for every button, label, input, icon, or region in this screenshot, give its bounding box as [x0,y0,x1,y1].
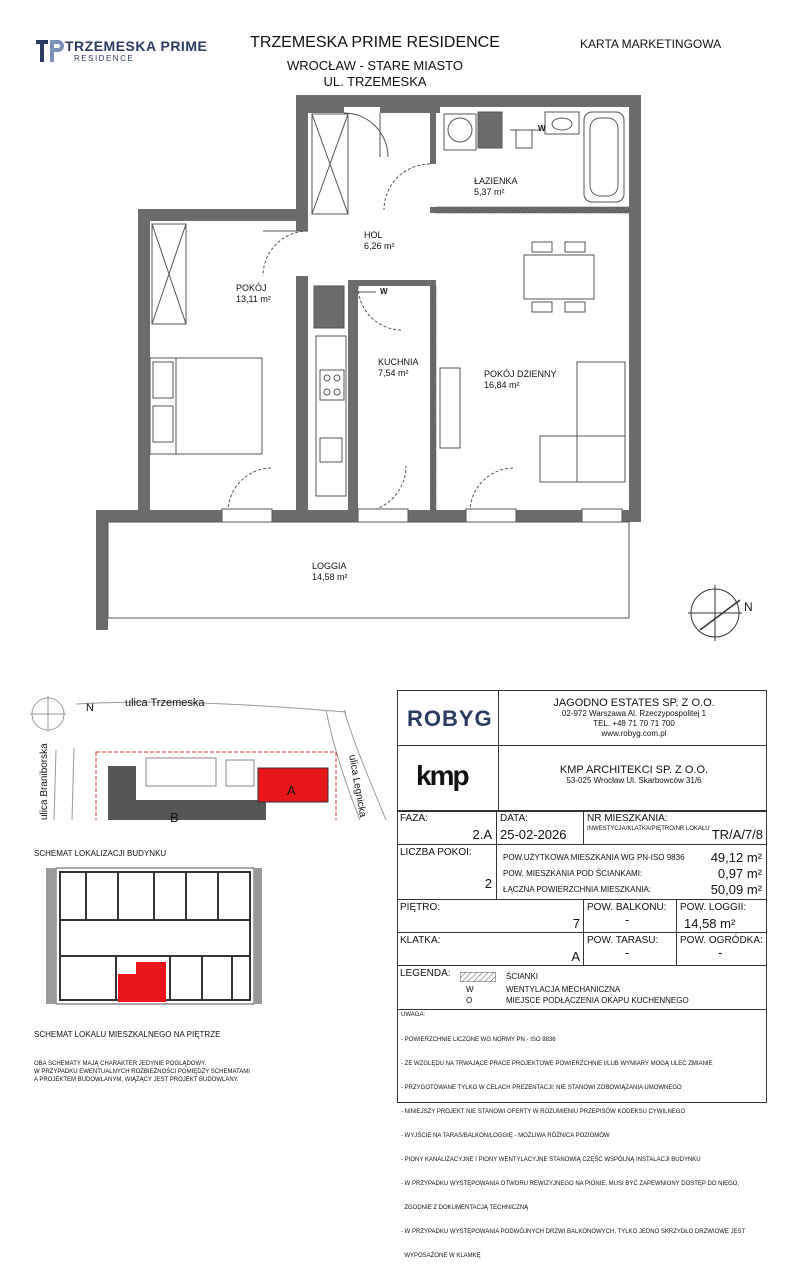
klatka-label: KLATKA: [400,935,441,946]
room-loggia: LOGGIA 14,58 m² [312,561,348,582]
pietro-label: PIĘTRO: [400,902,441,913]
nr-sublabel: INWESTYCJA/KLATKA/PIĘTRO/NR LOKALU [587,826,710,832]
developer-info: JAGODNO ESTATES SP. Z O.O. 02-972 Warszawa Al. Rzeczypospolitej 1 TEL. +48 71 70 71 700 www.robyg.com.pl [553,697,715,738]
north-mark: N [744,600,753,614]
loggia-value: 14,58 m² [684,916,736,931]
card-type: KARTA MARKETINGOWA [580,37,722,51]
pow-laczna-value: 50,09 m² [710,882,762,897]
pokoje-value: 2 [484,876,492,891]
north-mark-small: N [86,702,94,714]
faza-label: FAZA: [400,813,428,824]
loggia-label: POW. LOGGII: [680,902,747,913]
pow-skosy-value: 0,97 m² [717,866,762,881]
room-hall: HOL 6,26 m² [364,230,395,251]
hatch-swatch-icon [460,972,496,982]
room-bathroom: ŁAZIENKA 5,37 m² [474,176,518,197]
location-caption: SCHEMAT LOKALIZACJI BUDYNKU [34,849,167,858]
location-schema [26,690,394,820]
klatka-value: A [571,949,580,964]
legend-label: LEGENDA: [400,968,451,979]
street-right: ulica Legnicka [346,753,368,819]
nr-value: TR/A/7/8 [711,827,763,842]
city: WROCŁAW - STARE MIASTO [287,58,463,73]
logo-title: TRZEMESKA PRIME [65,38,208,54]
floor-caption: SCHEMAT LOKALU MIESZKALNEGO NA PIĘTRZE [34,1030,221,1039]
developer-logo: ROBYG [407,706,493,731]
ventilation-mark: W [380,287,388,296]
notes-title: UWAGA: [401,1012,426,1018]
notes-list: - POWIERZCHNIE LICZONE WG NORMY PN - ISO 9836 - ZE WZGLĘDU NA TRWAJĄCE PRACE PROJEKTOWE POWIERZCHNIE I/LUB WYMIARY MOGĄ ULEC ZMIANIE - PRZYGOTOWANE TYLKO W CELACH PREZENTACJI: NIE STANOWI ZOBOWIĄZANIA UMOWNEGO - NINIEJSZY PROJEKT NIE STANOWI OFERTY W ROZUMIENIU PRZEPISÓW KODEKSU CYWILNEGO - WYJŚCIE NA TARAS/BALKON/LOGGIĘ - MOŻLIWA RÓŻNICA POZIOMÓW - PIONY KANALIZACYJNE I PIONY WENTYLACYJNE STANOWIĄ CZĘŚĆ WSPÓLNĄ INSTALACJI BUDYNKU - W PRZYPADKU WYSTĘPOWANIA OTWORU REWIZYJNEGO NA PIONIE, MUSI BYĆ ZAPEWNIONY DOSTĘP DO NIEGO, ZGODNIE Z DOKUMENTACJĄ TECHNICZNĄ - W PRZYPADKU WYSTĘPOWANIA PODWÓJNYCH DRZWI BALKONOWYCH, TYLKO JEDNO SKRZYDŁO DRZWIOWE JEST WYPOSAŻONE W KLAMKĘ [401,1037,746,1259]
street-left: ulica Braniborska [39,743,50,820]
pokoje-label: LICZBA POKOI: [400,847,472,858]
legend-item-ventilation: WENTYLACJA MECHANICZNA [506,985,621,994]
taras-label: POW. TARASU: [587,935,659,946]
room-living: POKÓJ DZIENNY 16,84 m² [484,369,557,390]
balkon-label: POW. BALKONU: [587,902,667,913]
taras-value: - [625,945,630,960]
legend-item-hood: MIEJSCE PODŁĄCZENIA OKAPU KUCHENNEGO [506,996,689,1005]
ventilation-mark: W [538,124,546,133]
room-bedroom: POKÓJ 13,11 m² [236,283,271,304]
pow-uzytkowa-label: POW.UŻYTKOWA MIESZKANIA WG PN-ISO 9836 [503,853,685,862]
balkon-value: - [625,912,630,927]
pow-laczna-label: ŁĄCZNA POWIERZCHNIA MIESZKANIA: [503,885,652,894]
ogrodek-label: POW. OGRÓDKA: [680,935,763,946]
page-title: TRZEMESKA PRIME RESIDENCE [250,34,500,51]
compass-icon [688,585,742,641]
legend-item-walls: ŚCIANKI [506,972,539,981]
room-kitchen: KUCHNIA 7,54 m² [378,357,419,378]
street-top: ulica Trzemeska [125,697,205,709]
building-b: B [170,810,179,825]
street: UL. TRZEMESKA [323,74,427,89]
pow-uzytkowa-value: 49,12 m² [710,850,762,865]
ogrodek-value: - [718,945,723,960]
data-label: DATA: [500,813,528,824]
data-value: 25-02-2026 [500,827,567,842]
architect-logo: kmp [416,760,468,791]
nr-label: NR MIESZKANIA: [587,813,668,824]
logo-subtitle: RESIDENCE [74,54,135,63]
faza-value: 2.A [472,827,492,842]
legend-sym-w: W [466,985,474,994]
disclaimer: OBA SCHEMATY MAJĄ CHARAKTER JEDYNIE POGLĄDOWY. W PRZYPADKU EWENTUALNYCH ROZBIEŻNOŚCI POMIĘDZY SCHEMATAMI A PROJEKTEM BUDOWLANYM, WIĄŻĄCY JEST PROJEKT BUDOWLANY. [34,1061,250,1083]
architect-info: KMP ARCHITEKCI SP. Z O.O. 53-025 Wrocław Ul. Skarbowców 31/6 [559,764,709,785]
legend-sym-o: O [466,996,473,1005]
pietro-value: 7 [572,916,580,931]
building-a: A [287,783,296,798]
pow-skosy-label: POW. MIESZKANIA POD ŚCIANKAMI: [503,869,643,878]
floor-schema [46,860,316,1010]
